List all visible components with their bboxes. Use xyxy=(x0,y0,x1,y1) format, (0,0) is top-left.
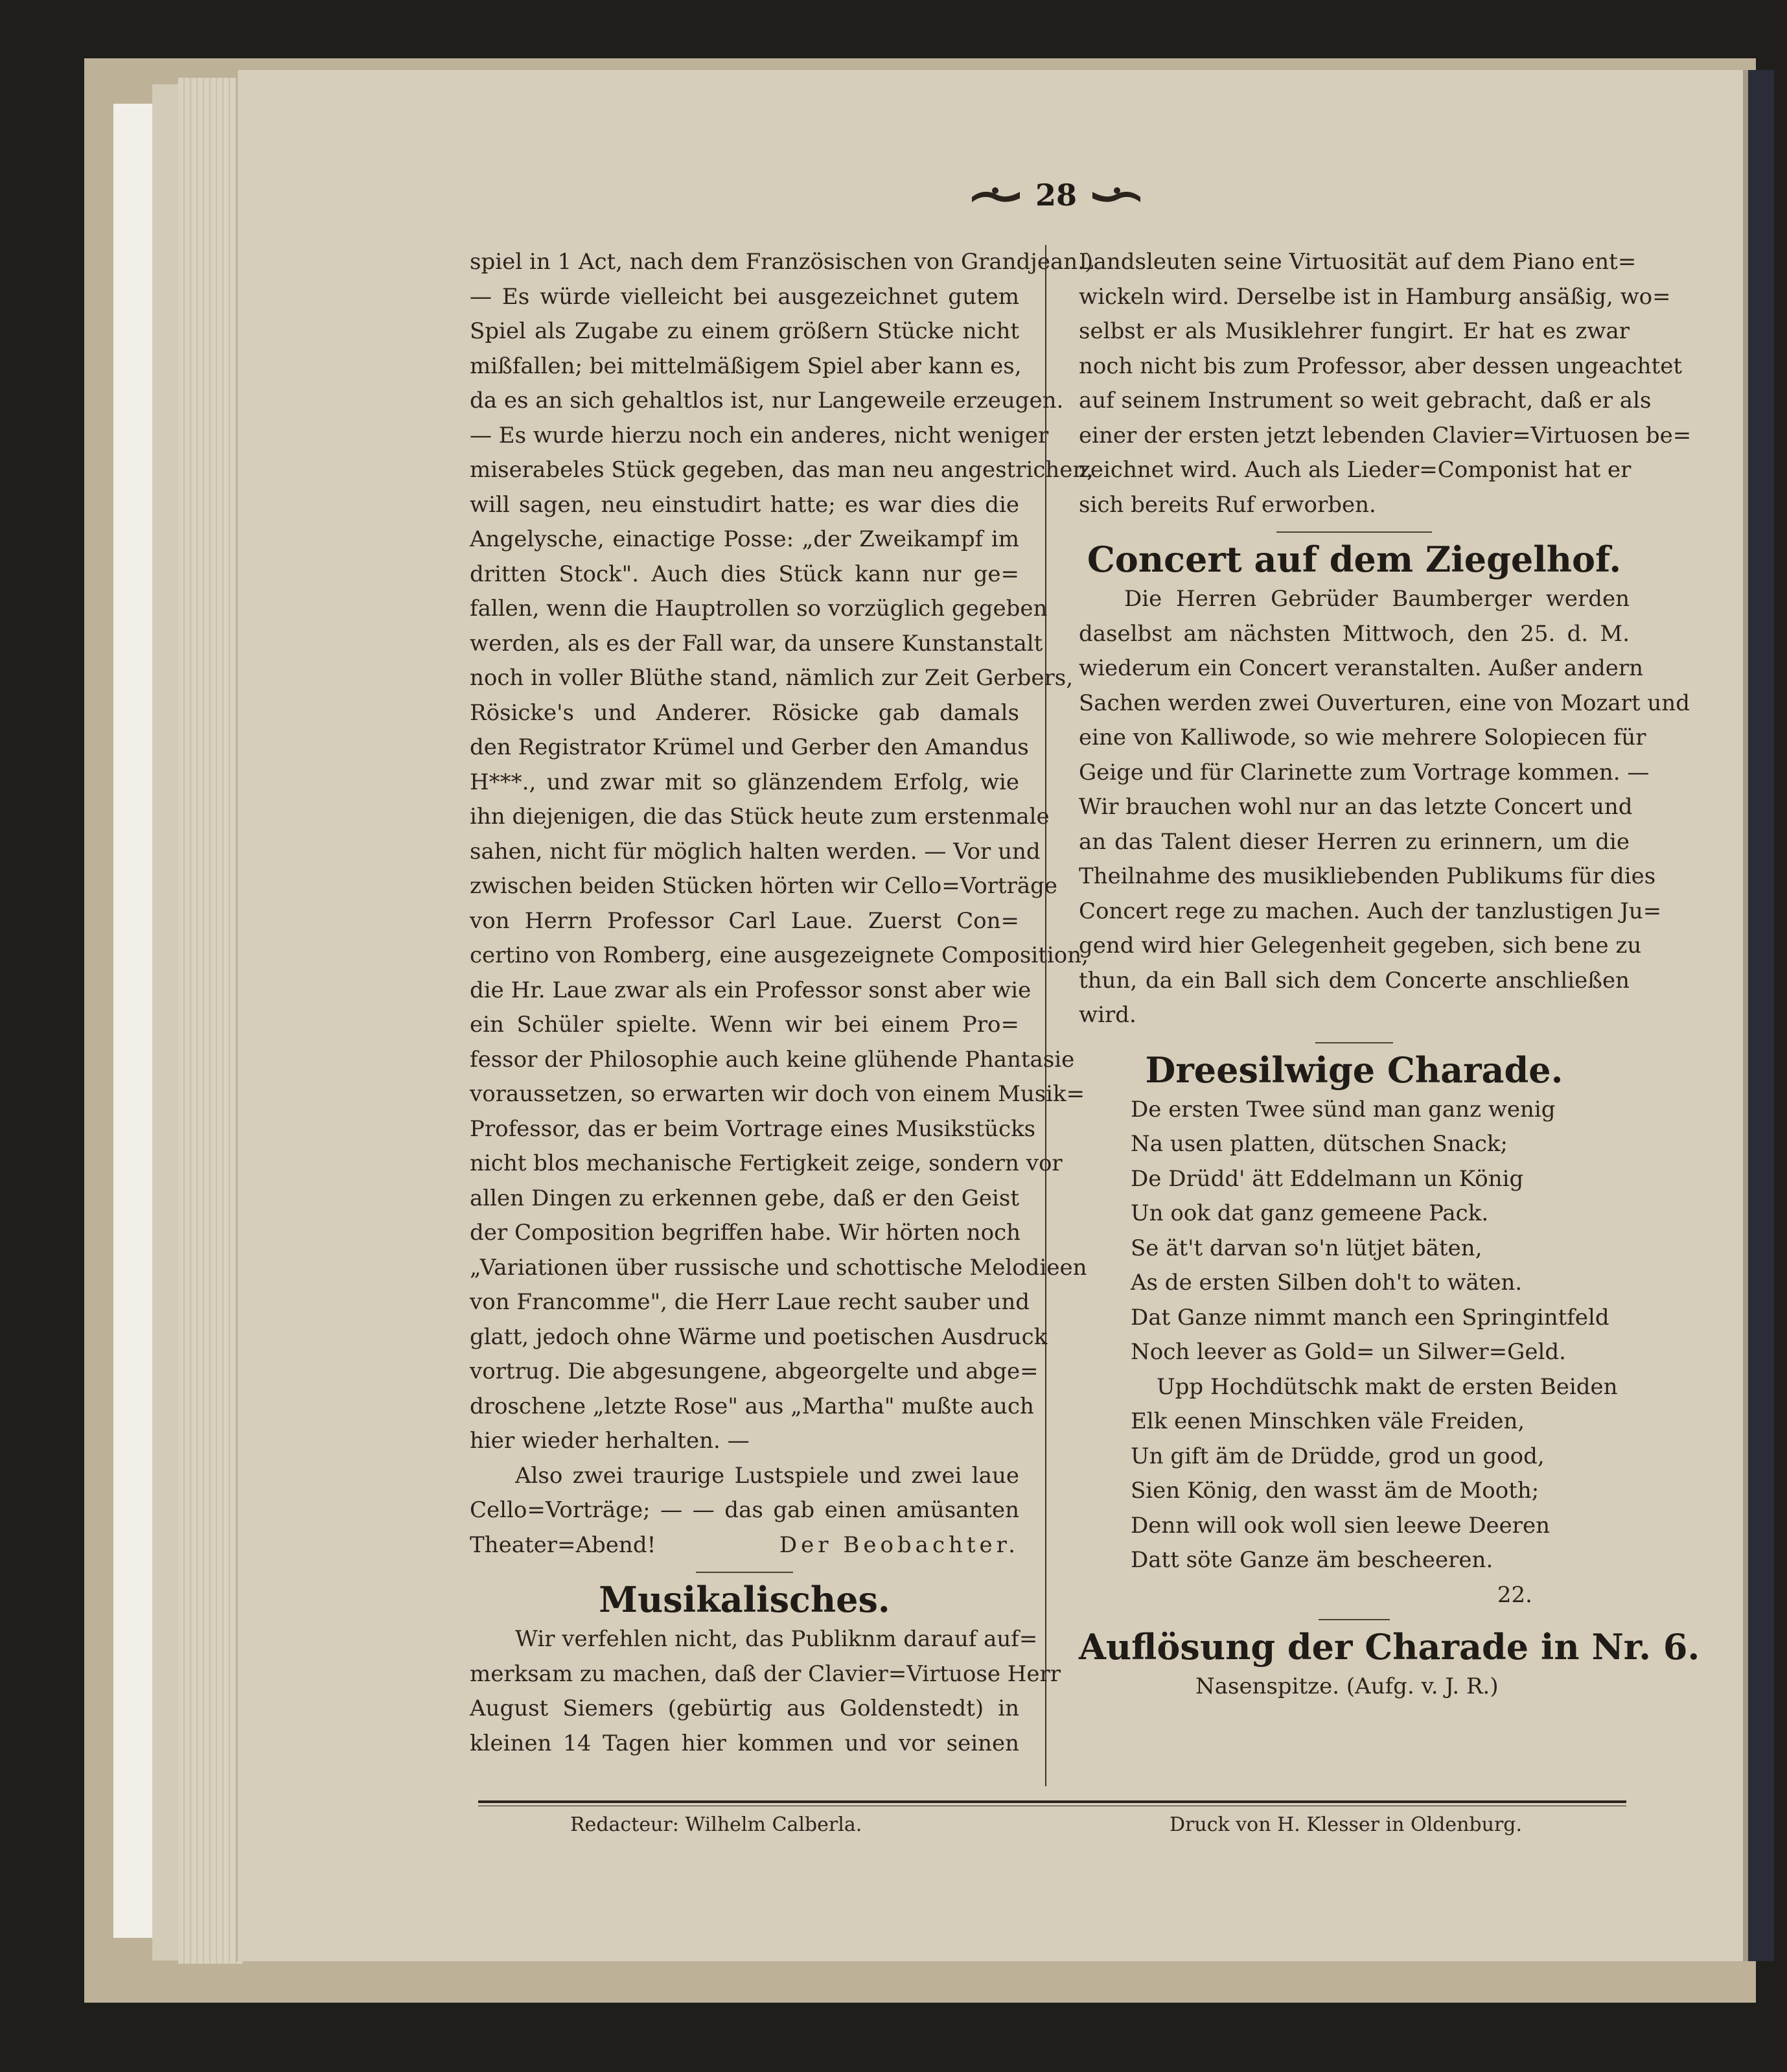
text-line: ihn diejenigen, die das Stück heute zum erstenmale xyxy=(470,804,1050,830)
heading-solution: Auflösung der Charade in Nr. 6. xyxy=(1079,1626,1700,1668)
text-line: von Francomme", die Herr Laue recht sauber und xyxy=(470,1289,1030,1315)
text-line: Se ät't darvan so'n lütjet bäten, xyxy=(1131,1235,1482,1261)
page-number: 28 xyxy=(1035,178,1077,213)
text-line: fessor der Philosophie auch keine glühende Phantasie xyxy=(470,1046,1075,1073)
text-line: Elk eenen Minschken väle Freiden, xyxy=(1131,1408,1525,1434)
text-line: Theater=Abend! xyxy=(470,1531,656,1558)
text-line: voraussetzen, so erwarten wir doch von einem Musik= xyxy=(470,1081,1085,1107)
text-line: Geige und für Clarinette zum Vortrage kommen. — xyxy=(1079,759,1650,786)
text-line: da es an sich gehaltlos ist, nur Langeweile erzeugen. xyxy=(470,388,1064,413)
text-line: sich bereits Ruf erworben. xyxy=(1079,491,1376,518)
text-line: Wir verfehlen nicht, das Publiknm darauf auf= xyxy=(515,1626,1038,1652)
text-line: die Hr. Laue zwar als ein Professor sonst aber wie xyxy=(470,977,1032,1003)
footer-printer: Druck von H. Klesser in Oldenburg. xyxy=(1170,1813,1523,1836)
text-line: Also zwei traurige Lustspiele und zwei laue xyxy=(515,1462,1019,1489)
text-line: Rösicke's und Anderer. Rösicke gab damals xyxy=(470,699,1019,726)
text-line: Sachen werden zwei Ouverturen, eine von Mozart und xyxy=(1079,690,1690,716)
left-text-block xyxy=(470,245,1094,1459)
text-line: von Herrn Professor Carl Laue. Zuerst Con= xyxy=(470,907,1019,934)
text-line: Landsleuten seine Virtuosität auf dem Piano ent= xyxy=(1079,249,1637,275)
text-line: Concert rege zu machen. Auch der tanzlustigen Ju= xyxy=(1079,898,1662,924)
text-line: Spiel als Zugabe zu einem größern Stücke nicht xyxy=(470,318,1019,344)
text-line: Un ook dat ganz gemeene Pack. xyxy=(1131,1200,1489,1226)
text-line: certino von Romberg, eine ausgezeignete Composition, xyxy=(470,942,1089,968)
text-line: zwischen beiden Stücken hörten wir Cello=Vorträge xyxy=(470,873,1057,899)
heading-charade: Dreesilwige Charade. xyxy=(1145,1049,1563,1091)
text-line: thun, da ein Ball sich dem Concerte anschließen xyxy=(1079,967,1630,994)
section-rule xyxy=(1276,531,1432,533)
text-line: Denn will ook woll sien leewe Deeren xyxy=(1131,1512,1551,1539)
text-line: Datt söte Ganze äm bescheeren. xyxy=(1131,1547,1493,1573)
charade-poem-2 xyxy=(1079,1370,1630,1578)
text-line: Dat Ganze nimmt manch een Springintfeld xyxy=(1131,1304,1609,1331)
text-line: sahen, nicht für möglich halten werden. — Vor und xyxy=(470,838,1041,865)
ornament-right-icon xyxy=(1091,185,1142,205)
text-line: wickeln wird. Derselbe ist in Hamburg ansäßig, wo= xyxy=(1079,283,1671,310)
text-line: glatt, jedoch ohne Wärme und poetischen Ausdruck xyxy=(470,1323,1048,1350)
text-line: As de ersten Silben doh't to wäten. xyxy=(1131,1270,1523,1296)
text-line: ein Schüler spielte. Wenn wir bei einem Pro= xyxy=(470,1012,1019,1038)
text-line: August Siemers (gebürtig aus Goldenstedt) in xyxy=(470,1695,1019,1721)
text-line: daselbst am nächsten Mittwoch, den 25. d. M. xyxy=(1079,620,1630,647)
text-line: droschene „letzte Rose" aus „Martha" mußte auch xyxy=(470,1393,1034,1419)
text-line: eine von Kalliwode, so wie mehrere Solopiecen für xyxy=(1079,725,1646,751)
text-line: kleinen 14 Tagen hier kommen und vor seinen xyxy=(470,1730,1019,1756)
text-line: miserabeles Stück gegeben, das man neu angestrichen, xyxy=(470,457,1094,483)
page-header xyxy=(946,170,1166,220)
heading-concert: Concert auf dem Ziegelhof. xyxy=(1087,539,1622,580)
text-line: merksam zu machen, daß der Clavier=Virtuose Herr xyxy=(470,1660,1061,1687)
text-line: Professor, das er beim Vortrage eines Musikstücks xyxy=(470,1115,1036,1142)
text-line: noch nicht bis zum Professor, aber dessen ungeachtet xyxy=(1079,353,1683,379)
section-rule xyxy=(1319,1619,1390,1620)
page-stack-edges xyxy=(178,78,243,1964)
text-line: nicht blos mechanische Fertigkeit zeige, sondern vor xyxy=(470,1150,1063,1176)
text-line: den Registrator Krümel und Gerber den Amandus xyxy=(470,734,1029,760)
text-line: gend wird hier Gelegenheit gegeben, sich bene zu xyxy=(1079,933,1642,959)
text-line: „Variationen über russische und schottische Melodieen xyxy=(470,1254,1087,1281)
left-column xyxy=(470,245,1094,1761)
text-line: Angelysche, einactige Posse: „der Zweikampf im xyxy=(470,526,1019,552)
heading-musikalisches: Musikalisches. xyxy=(599,1579,890,1620)
text-line: spiel in 1 Act, nach dem Französischen von Grandjean.) xyxy=(470,249,1094,275)
section-rule xyxy=(1315,1042,1393,1043)
signature-line xyxy=(470,1528,1019,1563)
text-line: zeichnet wird. Auch als Lieder=Componist hat er xyxy=(1079,457,1631,483)
text-line: will sagen, neu einstudirt hatte; es war dies die xyxy=(470,491,1019,518)
text-line: werden, als es der Fall war, da unsere Kunstanstalt xyxy=(470,630,1043,657)
text-line: der Composition begriffen habe. Wir hörten noch xyxy=(470,1220,1021,1246)
text-line: an das Talent dieser Herren zu erinnern, um die xyxy=(1079,828,1630,855)
text-line: Un gift äm de Drüdde, grod un good, xyxy=(1131,1443,1545,1469)
right-text-block-2 xyxy=(1079,582,1690,1033)
text-line: wiederum ein Concert veranstalten. Außer andern xyxy=(1079,655,1644,681)
page-fold xyxy=(1743,70,1748,1961)
text-line: De Drüdd' ätt Eddelmann un König xyxy=(1131,1165,1524,1192)
text-line: Upp Hochdütschk makt de ersten Beiden xyxy=(1157,1373,1618,1400)
text-line: mißfallen; bei mittelmäßigem Spiel aber kann es, xyxy=(470,353,1022,379)
text-line: Wir brauchen wohl nur an das letzte Concert und xyxy=(1079,794,1633,820)
text-line: auf seinem Instrument so weit gebracht, daß er als xyxy=(1079,388,1652,413)
text-line: — Es wurde hierzu noch ein anderes, nicht weniger xyxy=(470,422,1049,448)
text-line: hier wieder herhalten. — xyxy=(470,1428,750,1454)
text-line: — Es würde vielleicht bei ausgezeichnet gutem xyxy=(470,283,1019,310)
footer-editor: Redacteur: Wilhelm Calberla. xyxy=(570,1813,862,1836)
text-line: allen Dingen zu erkennen gebe, daß er den Geist xyxy=(470,1185,1019,1211)
text-line: noch in voller Blüthe stand, nämlich zur Zeit Gerbers, xyxy=(470,665,1073,691)
signature: Der Beobachter. xyxy=(779,1531,1019,1558)
text-line: H***., und zwar mit so glänzendem Erfolg, wie xyxy=(470,769,1019,795)
text-line: einer der ersten jetzt lebenden Clavier=Virtuosen be= xyxy=(1079,422,1692,448)
text-line: Noch leever as Gold= un Silwer=Geld. xyxy=(1131,1339,1566,1365)
right-column xyxy=(1079,245,1700,1705)
text-line: De ersten Twee sünd man ganz wenig xyxy=(1131,1096,1556,1123)
footer-rule xyxy=(478,1800,1626,1803)
binding-strip xyxy=(1748,70,1774,1961)
section-rule xyxy=(696,1572,793,1573)
charade-poem xyxy=(1079,1093,1630,1370)
text-line: Cello=Vorträge; — — das gab einen amüsanten xyxy=(470,1497,1019,1523)
text-line: Na usen platten, dütschen Snack; xyxy=(1131,1131,1508,1157)
text-line: dritten Stock". Auch dies Stück kann nur ge= xyxy=(470,561,1019,587)
text-line: selbst er als Musiklehrer fungirt. Er hat es zwar xyxy=(1079,318,1630,344)
text-line: wird. xyxy=(1079,1002,1136,1028)
left-text-block-2 xyxy=(470,1622,1061,1761)
text-line: Theilnahme des musikliebenden Publikums für dies xyxy=(1079,863,1656,889)
right-text-block xyxy=(1079,245,1692,522)
ornament-left-icon xyxy=(971,185,1021,205)
text-line: fallen, wenn die Hauptrollen so vorzüglich gegeben xyxy=(470,596,1048,622)
solution-line: Nasenspitze. (Aufg. v. J. R.) xyxy=(1195,1673,1499,1699)
text-line: Die Herren Gebrüder Baumberger werden xyxy=(1124,586,1630,612)
text-line: Sien König, den wasst äm de Mooth; xyxy=(1131,1478,1539,1504)
text-line: vortrug. Die abgesungene, abgeorgelte und abge= xyxy=(470,1358,1039,1384)
charade-number: 22. xyxy=(1497,1581,1532,1608)
